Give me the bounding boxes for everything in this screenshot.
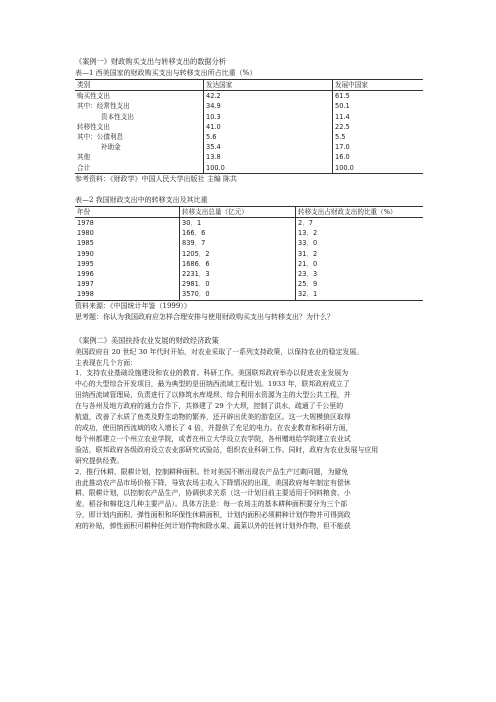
paragraph-line: 美国政府自 20 世纪 30 年代时开始，对农业采取了一系列支持政策，以保持农业的稳定发展。: [75, 347, 364, 356]
table-cell: 其中：公债利息: [77, 133, 124, 142]
table-cell: 100.0: [204, 163, 333, 174]
table-row: [75, 269, 423, 279]
table-row: [75, 122, 423, 132]
table-cell: 100.0: [333, 163, 424, 174]
table-row: [75, 249, 423, 259]
table-cell: 补助金: [101, 143, 121, 152]
table-row: [75, 289, 423, 300]
paragraph-line: 验站，联邦政府各级政府设立农业部研究试验站，组织农业科研工作。同时，政府为农业发展与应用: [75, 445, 379, 454]
table-cell: 资本性支出: [101, 112, 134, 121]
table-cell: 3570．0: [180, 289, 296, 300]
table-row: [75, 218, 423, 229]
table-cell: 11.4: [333, 112, 424, 122]
table-cell: 2231．3: [180, 269, 296, 279]
table1: [75, 79, 423, 174]
table-row: [75, 228, 423, 238]
case1-title: 《案例一》财政购买支出与转移支出的数据分析: [75, 57, 226, 66]
table-cell: 22.5: [333, 122, 424, 132]
table-cell: 33．0: [296, 238, 424, 248]
table-cell: 166．6: [180, 228, 296, 238]
table-cell: 转移性支出: [77, 122, 110, 131]
paragraph-line: 耕、限耕计划，以控制农产品生产，协调供求关系（这一计划目前主要适用于饲料粮食、小: [75, 489, 351, 498]
table-cell: 839．7: [180, 238, 296, 248]
table-row: [75, 132, 423, 142]
case2-title: 《案例二》美国扶持农业发展的财政经济政策: [75, 335, 219, 345]
table-row: [75, 91, 423, 102]
paragraph-line: 由此推动农产品市场价格下降，导致农场主收入下降情况的出现，美国政府每年制定有偿休: [75, 478, 351, 487]
document-page: [75, 56, 423, 532]
table1-caption: 表—1 西美国家的财政购买支出与转移支出所占比重（%）: [75, 69, 257, 77]
table-cell: 10.3: [204, 112, 333, 122]
table-cell: 其中：经常性支出: [77, 102, 130, 111]
table2: [75, 206, 423, 301]
table-row: [75, 279, 423, 289]
table-cell: 16.0: [333, 152, 424, 162]
table-cell: 1985: [77, 239, 94, 248]
table-row: [75, 259, 423, 269]
table-cell: 其他: [77, 153, 91, 162]
table2-header-cell: 转移支出总量（亿元）: [180, 206, 296, 217]
table1-header-cell: 发展中国家: [333, 80, 424, 91]
table-cell: 5.5: [333, 132, 424, 142]
table-cell: 2．7: [296, 218, 424, 229]
paragraph-line: 分，即计划内面积、弹性面积和环保性休耕面积，计划内面积必须耕种计划作物并可得到政: [75, 511, 351, 520]
paragraph-line: 田纳西流域管理局，负责进行了以修筑水库堤坝、综合利用水资源为主的大型公共工程，并: [75, 391, 351, 400]
paragraph-line: 每个州都建立一个州立农业学院，或者在州立大学设立农学院，各州赠地给学院建立农业试: [75, 434, 351, 443]
table-cell: 17.0: [333, 142, 424, 152]
paragraph-line: 2．推行休耕、限耕计划，控制耕种面积。针对美国不断出现农产品生产过剩问题，为避免: [75, 467, 349, 476]
table-row: [75, 112, 423, 122]
paragraph-line: 府的补贴，弹性面积可耕种任何计划作物和除水果、蔬菜以外的任何计划外作物，但不能获: [75, 522, 351, 531]
paragraph-line: 在与各州及地方政府的通力合作下，共修建了 29 个大坝，控制了洪水，疏通了千公里的: [75, 402, 344, 411]
table-cell: 1978: [77, 219, 94, 228]
table-row: [75, 163, 423, 174]
paragraph-line: 航道，改善了水质了鱼类及野生动物的繁养，还开辟出优美的游览区。这一大规模狼区取得: [75, 413, 351, 422]
table-cell: 25．9: [296, 279, 424, 289]
table-row: [75, 152, 423, 162]
table-cell: 23．3: [296, 269, 424, 279]
table2-caption: 表—2 我国财政支出中的转移支出及其比重: [75, 195, 208, 204]
table1-header-row: [75, 80, 423, 91]
table-cell: 1997: [77, 280, 94, 289]
table1-source: 参考资料：《财政学》中国人民大学出版社 主编 陈共: [75, 174, 237, 183]
paragraph-line: 麦、稻谷和棉花这几种主要产品）。具体方法是：每一农场主的基本耕种面积要分为三个部: [75, 500, 348, 509]
paragraph-line: 主表现在几个方面：: [75, 358, 138, 367]
table-cell: 61.5: [333, 91, 424, 102]
table-cell: 13.8: [204, 152, 333, 162]
table1-header-cell: 类别: [75, 80, 204, 91]
table-cell: 购买性支出: [77, 92, 110, 101]
table-cell: 1998: [75, 289, 180, 300]
table-cell: 1686．6: [180, 259, 296, 269]
table-row: [75, 238, 423, 248]
table-row: [75, 101, 423, 111]
table-cell: 2981．0: [180, 279, 296, 289]
table-cell: 1990: [77, 249, 94, 258]
table-row: [75, 142, 423, 152]
table-cell: 34.9: [204, 101, 333, 111]
case1-question: 思考题：你认为我国政府应怎样合理安排与使用财政购买支出与转移支出？为什么？: [75, 312, 334, 321]
table2-header-cell: 年份: [75, 206, 180, 217]
table-cell: 1996: [77, 270, 94, 279]
table1-header-cell: 发达国家: [204, 80, 333, 91]
table2-header-cell: 转移支出占财政支出的比重（%）: [296, 206, 424, 217]
table-cell: 30．1: [180, 218, 296, 229]
table-cell: 1980: [77, 229, 94, 238]
table-cell: 32．1: [296, 289, 424, 300]
table-cell: 42.2: [204, 91, 333, 102]
table-cell: 31．2: [296, 249, 424, 259]
table2-header-row: [75, 206, 423, 217]
table-cell: 41.0: [204, 122, 333, 132]
table-cell: 21．0: [296, 259, 424, 269]
table-cell: 50.1: [333, 101, 424, 111]
table-cell: 1205．2: [180, 249, 296, 259]
paragraph-line: 研究提供经费。: [75, 456, 124, 465]
case2-body: [75, 347, 423, 532]
paragraph-line: 1．支持农业基础设施建设和农业的教育、科研工作。美国联邦政府举办以促进农业发展为: [75, 369, 349, 378]
table2-source: 资料来源：《中国统计年鉴（1999）》: [75, 301, 191, 310]
table-cell: 合计: [75, 163, 204, 174]
table-cell: 35.4: [204, 142, 333, 152]
table-cell: 1995: [77, 259, 94, 268]
table-cell: 5.6: [204, 132, 333, 142]
table-cell: 13．2: [296, 228, 424, 238]
paragraph-line: 中心的大型综合开发项目，最为典型的是田纳西流域工程计划。1933 年，联邦政府成立了: [75, 380, 350, 389]
paragraph-line: 的成功，使田纳西流域的收入增长了 4 倍，并提供了充足的电力。在农业教育和科研方面，: [75, 424, 353, 432]
